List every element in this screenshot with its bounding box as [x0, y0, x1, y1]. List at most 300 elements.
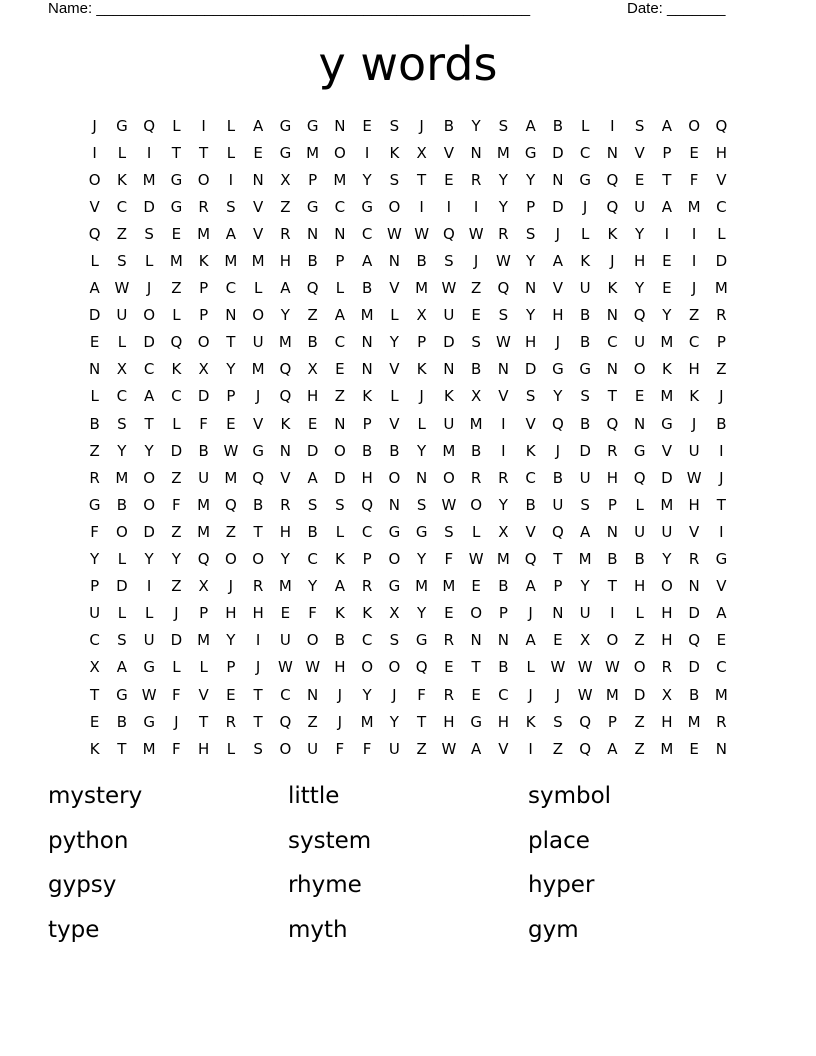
grid-letter: W	[114, 279, 130, 298]
grid-letter: H	[279, 252, 292, 271]
grid-letter: O	[252, 306, 265, 325]
grid-letter: H	[497, 712, 510, 731]
grid-letter: O	[388, 468, 401, 487]
grid-letter: O	[143, 495, 156, 514]
grid-letter: M	[251, 252, 265, 271]
grid-letter: Y	[662, 550, 672, 569]
grid-letter: K	[525, 441, 536, 460]
grid-letter: I	[92, 143, 97, 162]
grid-letter: S	[553, 712, 563, 731]
grid-letter: Q	[606, 170, 619, 189]
grid-letter: R	[607, 441, 618, 460]
grid-letter: G	[252, 441, 264, 460]
grid-letter: P	[362, 414, 372, 433]
grid-letter: O	[88, 170, 101, 189]
grid-letter: O	[470, 604, 483, 623]
grid-letter: Y	[635, 224, 645, 243]
grid-letter: T	[226, 333, 236, 352]
grid-letter: M	[415, 577, 429, 596]
grid-letter: V	[280, 468, 291, 487]
grid-letter: D	[633, 685, 646, 704]
grid-letter: J	[228, 577, 234, 596]
grid-letter: E	[662, 279, 672, 298]
grid-row	[81, 518, 735, 545]
grid-letter: Q	[415, 658, 428, 677]
grid-letter: C	[716, 658, 727, 677]
grid-letter: Z	[634, 739, 645, 758]
grid-letter: G	[143, 658, 155, 677]
grid-letter: E	[226, 685, 236, 704]
grid-letter: Y	[171, 550, 181, 569]
grid-letter: K	[362, 387, 373, 406]
grid-letter: F	[444, 550, 454, 569]
grid-letter: X	[198, 577, 209, 596]
grid-letter: K	[525, 712, 536, 731]
grid-letter: Q	[606, 197, 619, 216]
grid-letter: N	[634, 414, 646, 433]
grid-letter: A	[716, 604, 727, 623]
grid-letter: R	[280, 224, 291, 243]
grid-letter: I	[146, 143, 152, 162]
grid-letter: Q	[606, 414, 619, 433]
grid-row	[81, 220, 735, 247]
grid-letter: U	[579, 468, 591, 487]
name-field: Name: ____________________________________________________	[48, 0, 531, 17]
grid-letter: S	[226, 197, 236, 216]
grid-letter: M	[197, 495, 211, 514]
grid-row	[81, 735, 735, 762]
grid-letter: V	[552, 279, 563, 298]
grid-letter: L	[580, 116, 590, 135]
grid-letter: E	[444, 658, 454, 677]
grid-letter: B	[334, 631, 346, 650]
grid-letter: D	[170, 441, 183, 460]
grid-letter: T	[607, 577, 617, 596]
grid-letter: Y	[498, 197, 508, 216]
grid-letter: R	[470, 468, 482, 487]
word-bank-item: gypsy	[48, 872, 117, 898]
grid-letter: C	[225, 279, 237, 298]
grid-letter: Z	[634, 712, 645, 731]
grid-letter: Q	[252, 468, 265, 487]
grid-letter: Y	[471, 116, 481, 135]
grid-letter: K	[334, 550, 345, 569]
grid-letter: H	[225, 604, 237, 623]
grid-letter: P	[199, 604, 209, 623]
grid-letter: L	[390, 387, 399, 406]
grid-letter: A	[89, 279, 100, 298]
grid-letter: Y	[526, 252, 536, 271]
word-bank-item: place	[528, 827, 590, 854]
grid-letter: Q	[143, 116, 156, 135]
grid-letter: N	[552, 170, 564, 189]
grid-letter: A	[525, 116, 536, 135]
grid-letter: J	[419, 387, 424, 406]
grid-letter: I	[501, 414, 506, 433]
grid-letter: E	[226, 414, 236, 433]
grid-letter: E	[689, 739, 699, 758]
grid-letter: C	[361, 522, 373, 541]
grid-letter: P	[362, 550, 372, 569]
grid-letter: B	[307, 333, 318, 352]
grid-letter: G	[552, 360, 564, 379]
grid-letter: M	[687, 712, 701, 731]
grid-letter: G	[143, 712, 155, 731]
grid-letter: L	[144, 252, 154, 271]
grid-letter: G	[88, 495, 101, 514]
grid-letter: O	[688, 116, 701, 135]
grid-letter: S	[307, 495, 318, 514]
grid-letter: E	[444, 170, 454, 189]
grid-letter: T	[662, 170, 672, 189]
grid-letter: U	[143, 631, 155, 650]
grid-row	[81, 139, 735, 166]
word-bank-item: system	[288, 827, 372, 854]
grid-letter: Y	[226, 631, 236, 650]
grid-letter: Z	[116, 224, 128, 243]
grid-letter: B	[252, 495, 264, 514]
grid-letter: I	[610, 116, 615, 135]
grid-letter: E	[716, 631, 727, 650]
grid-letter: A	[661, 116, 672, 135]
grid-letter: L	[172, 658, 181, 677]
grid-letter: B	[579, 306, 591, 325]
grid-letter: O	[252, 550, 265, 569]
grid-letter: A	[552, 252, 563, 271]
grid-letter: S	[471, 333, 481, 352]
grid-letter: Z	[688, 306, 700, 325]
grid-letter: M	[224, 468, 238, 487]
grid-letter: C	[498, 685, 509, 704]
grid-letter: C	[607, 333, 618, 352]
grid-letter: D	[88, 306, 101, 325]
grid-letter: E	[280, 604, 291, 623]
grid-letter: U	[252, 333, 264, 352]
grid-letter: F	[172, 495, 181, 514]
grid-letter: Q	[633, 468, 646, 487]
grid-letter: O	[470, 495, 483, 514]
grid-letter: M	[306, 143, 320, 162]
word-bank-item: rhyme	[288, 872, 362, 898]
grid-letter: T	[553, 550, 563, 569]
grid-letter: K	[116, 170, 127, 189]
grid-letter: Z	[171, 279, 182, 298]
grid-letter: Y	[580, 577, 590, 596]
word-bank-item: python	[48, 827, 129, 854]
grid-letter: I	[691, 252, 697, 271]
grid-letter: K	[389, 143, 400, 162]
grid-letter: O	[143, 468, 156, 487]
grid-letter: G	[388, 577, 401, 596]
grid-letter: Y	[635, 279, 645, 298]
grid-letter: M	[605, 685, 619, 704]
grid-letter: B	[307, 522, 318, 541]
grid-letter: K	[580, 252, 591, 271]
grid-letter: R	[716, 712, 727, 731]
grid-letter: J	[337, 685, 343, 704]
grid-row	[81, 329, 735, 356]
grid-row	[81, 681, 735, 708]
grid-letter: B	[361, 441, 373, 460]
grid-letter: I	[719, 522, 724, 541]
grid-row	[81, 708, 735, 735]
grid-letter: O	[388, 658, 401, 677]
grid-letter: E	[471, 577, 481, 596]
grid-row	[81, 654, 735, 681]
grid-letter: T	[253, 685, 263, 704]
grid-letter: U	[579, 604, 591, 623]
grid-letter: L	[390, 306, 399, 325]
grid-letter: L	[226, 116, 236, 135]
grid-letter: W	[468, 224, 484, 243]
grid-letter: S	[444, 522, 454, 541]
grid-letter: M	[442, 441, 456, 460]
word-bank-item: type	[48, 916, 100, 943]
grid-letter: E	[253, 143, 263, 162]
grid-letter: A	[252, 116, 264, 135]
grid-letter: N	[416, 468, 428, 487]
grid-letter: O	[633, 360, 646, 379]
grid-letter: A	[470, 739, 482, 758]
grid-letter: M	[660, 333, 674, 352]
grid-letter: N	[334, 414, 346, 433]
grid-letter: N	[497, 360, 509, 379]
grid-letter: G	[306, 197, 319, 216]
grid-letter: P	[90, 577, 100, 596]
grid-letter: M	[197, 224, 211, 243]
grid-letter: D	[552, 197, 564, 216]
grid-letter: W	[577, 658, 593, 677]
grid-letter: J	[392, 685, 397, 704]
grid-letter: Y	[117, 441, 127, 460]
grid-letter: H	[334, 658, 346, 677]
grid-letter: I	[364, 143, 370, 162]
grid-letter: I	[146, 577, 152, 596]
grid-letter: N	[552, 604, 564, 623]
grid-letter: N	[225, 306, 237, 325]
grid-letter: W	[604, 658, 620, 677]
grid-letter: S	[634, 116, 645, 135]
grid-letter: Y	[526, 170, 536, 189]
grid-letter: E	[471, 306, 481, 325]
grid-letter: M	[142, 170, 156, 189]
grid-letter: L	[335, 279, 345, 298]
grid-letter: N	[443, 360, 455, 379]
grid-letter: F	[199, 414, 208, 433]
grid-letter: A	[280, 279, 291, 298]
grid-letter: N	[388, 495, 400, 514]
grid-letter: O	[633, 658, 646, 677]
grid-letter: E	[634, 170, 645, 189]
grid-letter: H	[279, 522, 292, 541]
grid-letter: J	[528, 685, 533, 704]
grid-letter: N	[388, 252, 400, 271]
grid-letter: M	[660, 495, 674, 514]
grid-letter: C	[171, 387, 182, 406]
grid-letter: M	[714, 279, 728, 298]
grid-letter: G	[715, 550, 728, 569]
grid-letter: U	[634, 333, 646, 352]
grid-letter: S	[580, 387, 590, 406]
grid-letter: H	[688, 360, 700, 379]
grid-letter: Q	[688, 631, 701, 650]
grid-letter: O	[361, 658, 374, 677]
grid-letter: J	[555, 441, 561, 460]
grid-letter: V	[525, 414, 536, 433]
grid-letter: B	[116, 712, 128, 731]
grid-letter: N	[688, 577, 700, 596]
grid-letter: I	[228, 170, 234, 189]
grid-letter: D	[143, 522, 155, 541]
grid-letter: H	[252, 604, 264, 623]
grid-letter: S	[117, 631, 127, 650]
grid-letter: D	[715, 252, 728, 271]
grid-letter: E	[634, 387, 645, 406]
grid-letter: G	[415, 522, 428, 541]
grid-letter: J	[610, 252, 615, 271]
grid-letter: Q	[170, 333, 183, 352]
grid-letter: Z	[470, 279, 482, 298]
grid-letter: W	[441, 495, 457, 514]
grid-letter: W	[305, 658, 321, 677]
grid-letter: R	[443, 685, 455, 704]
grid-letter: Z	[225, 522, 237, 541]
grid-letter: B	[634, 550, 645, 569]
grid-letter: W	[686, 468, 702, 487]
grid-letter: O	[115, 522, 128, 541]
grid-letter: L	[117, 604, 127, 623]
grid-letter: J	[555, 333, 561, 352]
grid-letter: B	[525, 495, 536, 514]
grid-letter: Z	[171, 577, 182, 596]
grid-letter: Y	[662, 306, 672, 325]
grid-letter: P	[662, 143, 672, 162]
grid-letter: F	[172, 739, 181, 758]
grid-letter: M	[496, 143, 510, 162]
grid-letter: L	[117, 550, 127, 569]
grid-letter: X	[116, 360, 128, 379]
grid-letter: T	[171, 143, 181, 162]
grid-letter: R	[498, 468, 509, 487]
grid-letter: U	[307, 739, 319, 758]
grid-letter: O	[388, 550, 401, 569]
grid-letter: H	[633, 577, 646, 596]
grid-letter: J	[146, 279, 152, 298]
grid-letter: N	[470, 631, 482, 650]
grid-letter: L	[253, 279, 263, 298]
grid-row	[81, 356, 735, 383]
grid-letter: M	[224, 252, 238, 271]
grid-letter: S	[498, 116, 509, 135]
grid-letter: L	[580, 224, 590, 243]
grid-letter: G	[170, 197, 183, 216]
grid-letter: T	[607, 387, 617, 406]
grid-letter: L	[90, 252, 99, 271]
grid-letter: F	[172, 685, 181, 704]
grid-letter: B	[607, 550, 618, 569]
grid-letter: N	[89, 360, 101, 379]
grid-letter: U	[634, 522, 646, 541]
grid-letter: S	[580, 495, 590, 514]
grid-letter: Y	[417, 604, 427, 623]
grid-letter: H	[606, 468, 619, 487]
grid-letter: K	[607, 224, 618, 243]
grid-letter: X	[89, 658, 100, 677]
grid-letter: B	[552, 116, 564, 135]
grid-letter: D	[170, 631, 183, 650]
grid-letter: V	[389, 360, 400, 379]
grid-letter: A	[334, 306, 345, 325]
word-bank-item: myth	[288, 916, 348, 943]
grid-letter: L	[117, 143, 127, 162]
grid-letter: N	[334, 116, 346, 135]
grid-letter: T	[117, 739, 127, 758]
grid-letter: N	[525, 279, 537, 298]
grid-letter: N	[334, 224, 346, 243]
grid-letter: U	[279, 631, 291, 650]
grid-letter: V	[252, 224, 264, 243]
grid-letter: T	[471, 658, 481, 677]
grid-letter: L	[226, 143, 236, 162]
grid-letter: I	[501, 441, 506, 460]
grid-letter: H	[661, 604, 673, 623]
grid-letter: V	[198, 685, 209, 704]
grid-letter: Q	[279, 712, 292, 731]
grid-letter: E	[89, 333, 100, 352]
grid-letter: R	[198, 197, 209, 216]
grid-row	[81, 600, 735, 627]
grid-letter: D	[688, 658, 700, 677]
grid-letter: Y	[498, 495, 508, 514]
grid-row	[81, 627, 735, 654]
grid-letter: B	[552, 468, 564, 487]
grid-letter: L	[117, 333, 127, 352]
grid-letter: T	[144, 414, 154, 433]
grid-letter: S	[117, 414, 127, 433]
grid-letter: J	[337, 712, 343, 731]
grid-letter: J	[691, 414, 697, 433]
grid-letter: K	[171, 360, 182, 379]
grid-row	[81, 437, 735, 464]
grid-letter: U	[89, 604, 101, 623]
grid-letter: R	[280, 495, 291, 514]
grid-letter: V	[443, 143, 454, 162]
grid-letter: L	[526, 658, 535, 677]
grid-letter: Q	[633, 306, 646, 325]
grid-letter: X	[498, 522, 509, 541]
grid-letter: W	[495, 252, 511, 271]
grid-letter: B	[470, 441, 482, 460]
grid-letter: C	[688, 333, 700, 352]
grid-letter: O	[224, 550, 237, 569]
grid-letter: S	[335, 495, 345, 514]
grid-letter: K	[607, 279, 618, 298]
grid-letter: E	[444, 604, 454, 623]
grid-letter: T	[417, 170, 427, 189]
grid-letter: Q	[197, 550, 210, 569]
grid-letter: W	[223, 441, 239, 460]
grid-letter: Q	[279, 387, 292, 406]
grid-row	[81, 546, 735, 573]
grid-letter: T	[253, 522, 263, 541]
grid-letter: J	[528, 604, 533, 623]
grid-letter: M	[714, 685, 728, 704]
grid-letter: L	[172, 306, 181, 325]
grid-letter: A	[225, 224, 236, 243]
grid-letter: N	[497, 631, 509, 650]
grid-letter: H	[361, 468, 373, 487]
grid-letter: H	[552, 306, 564, 325]
